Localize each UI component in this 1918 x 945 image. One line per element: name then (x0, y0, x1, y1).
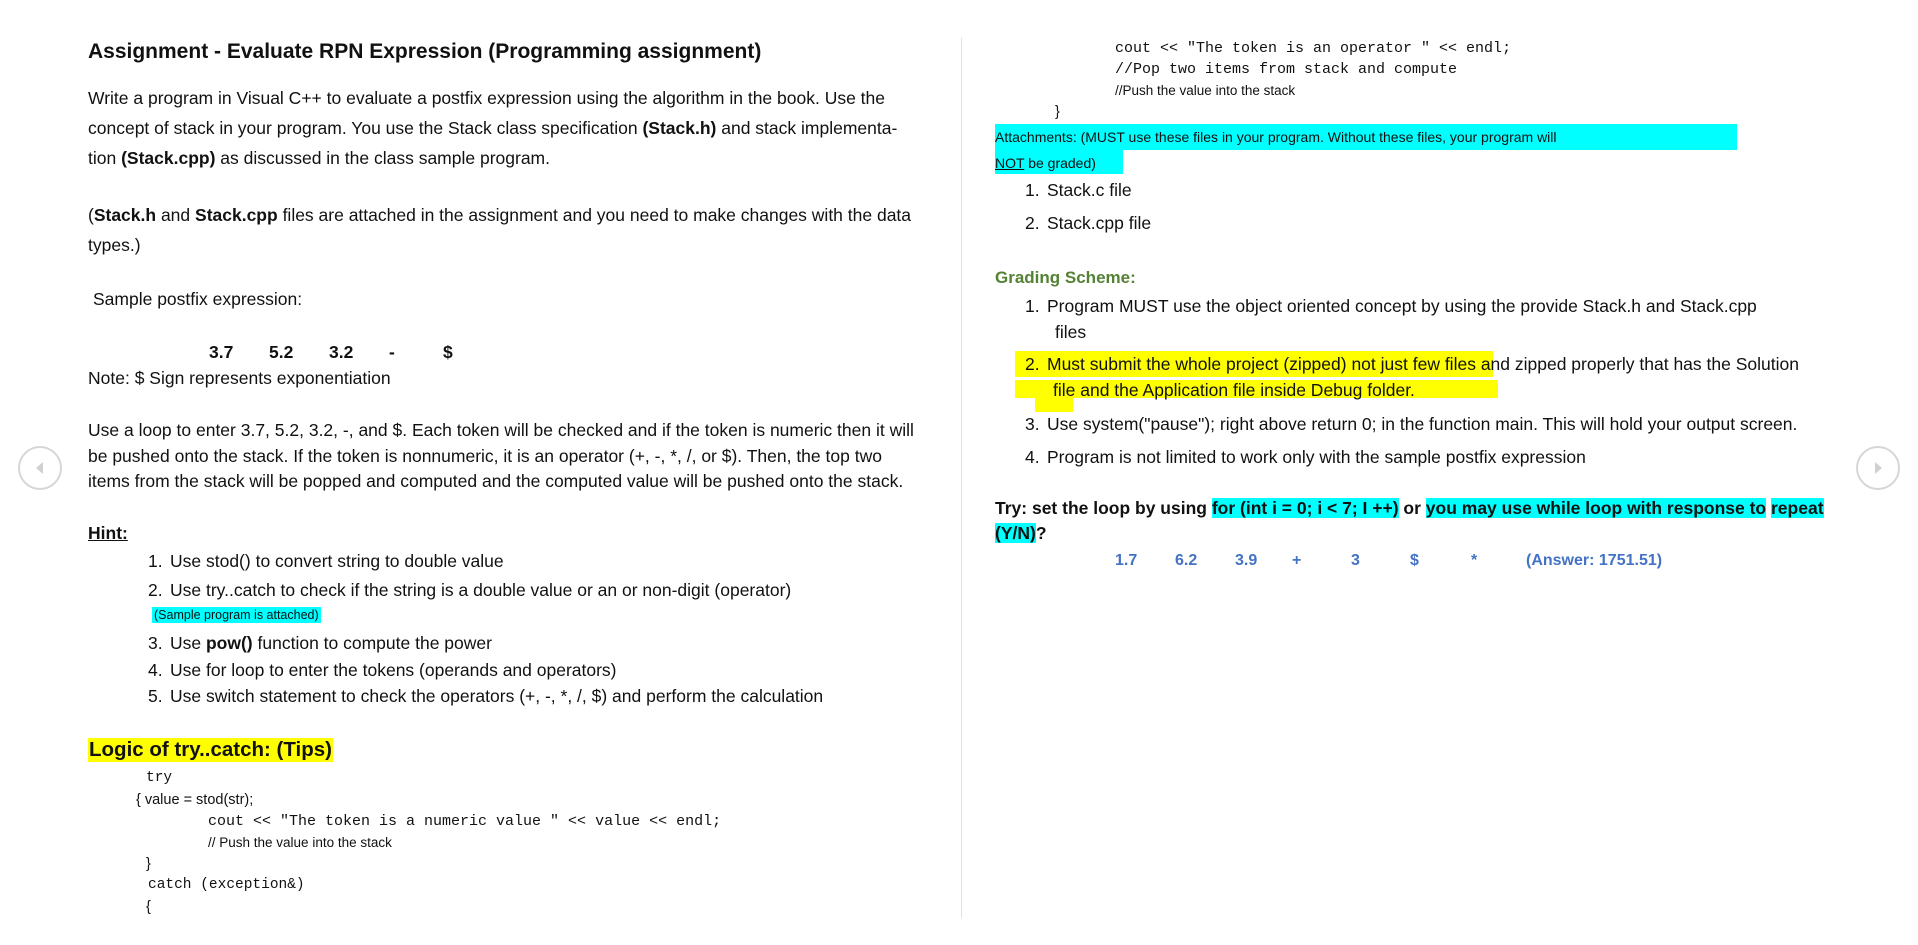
hint-text: Use stod() to convert string to double value (170, 551, 504, 571)
grading-item-1-cont: files (1055, 322, 1087, 342)
list-number: 1. (1025, 296, 1040, 316)
code-cout-operator: cout << "The token is an operator " << endl; (1115, 40, 1512, 57)
stack-h-bold: (Stack.h) (642, 118, 717, 138)
list-number: 1. (1025, 180, 1040, 200)
attachments-text: be graded) (1024, 155, 1096, 171)
try-line-2 (995, 523, 1047, 544)
for-loop-highlight: for (int i = 0; i < 7; I ++) (1211, 498, 1399, 518)
attachment-text: Stack.cpp file (1047, 213, 1152, 233)
example-tokens (1115, 552, 1662, 570)
example-token: 3.9 (1235, 552, 1258, 569)
list-number: 5. (148, 686, 163, 706)
next-page-button[interactable] (1856, 446, 1900, 490)
grading-text: Program MUST use the object oriented concept by using the provide Stack.h and Stack.cpp (1047, 296, 1757, 316)
intro-line-1: Write a program in Visual C++ to evaluate a postfix expression using the algorithm in the book. Use the (88, 88, 886, 108)
stack-cpp-bold: Stack.cpp (195, 205, 278, 225)
files-text: and (156, 205, 196, 225)
grading-text: Use system("pause"); right above return 0; in the function main. This will hold your output screen. (1047, 414, 1798, 434)
page-title: Assignment - Evaluate RPN Expression (Programming assignment) (88, 40, 762, 63)
code-cout-numeric: cout << "The token is a numeric value " << value << endl; (208, 813, 722, 830)
code-open-brace: { (146, 899, 151, 915)
stack-h-bold: Stack.h (93, 205, 157, 225)
loop-line-1: Use a loop to enter 3.7, 5.2, 3.2, -, and $. Each token will be checked and if the token is numeric then it will (88, 420, 914, 440)
files-line-1 (88, 205, 911, 226)
hint-text: function to compute the power (252, 633, 492, 653)
answer: (Answer: 1751.51) (1526, 552, 1663, 569)
attachment-item-1 (1025, 180, 1132, 201)
code-close-brace: } (1055, 104, 1060, 120)
list-number: 1. (148, 551, 163, 571)
while-loop-highlight: you may use while loop with response to (1425, 498, 1767, 518)
grading-text: Must submit the whole project (zipped) not just few files (1047, 354, 1476, 374)
intro-text: tion (88, 148, 122, 168)
try-line-1 (995, 498, 1824, 519)
chevron-left-icon (32, 460, 48, 476)
code-pop-comment: //Pop two items from stack and compute (1115, 61, 1458, 78)
grading-text: and zipped properly that has the Solution (1475, 354, 1799, 374)
example-token: 3 (1351, 552, 1360, 569)
intro-text: concept of stack in your program. You use the Stack class specification (88, 118, 643, 138)
list-number: 4. (1025, 447, 1040, 467)
grading-item-2 (1025, 354, 1799, 375)
attachment-item-2 (1025, 213, 1151, 234)
intro-line-2 (88, 118, 897, 139)
sample-tokens (209, 342, 453, 363)
page-divider (961, 38, 962, 918)
code-push-comment: //Push the value into the stack (1115, 83, 1296, 98)
sample-token: 3.7 (209, 342, 234, 362)
prev-page-button[interactable] (18, 446, 62, 490)
pow-bold: pow() (205, 633, 253, 653)
list-number: 2. (1025, 354, 1040, 374)
hint-text: Use for loop to enter the tokens (operands and operators) (170, 660, 617, 680)
not-underlined: NOT (995, 155, 1025, 171)
note: Note: $ Sign represents exponentiation (88, 368, 391, 388)
hint-text: Use (170, 633, 206, 653)
hint-item-1 (148, 551, 504, 572)
list-number: 2. (1025, 213, 1040, 233)
hint-item-3 (148, 633, 492, 654)
stack-cpp-bold: (Stack.cpp) (121, 148, 216, 168)
attachments-line-1: Attachments: (MUST use these files in your program. Without these files, your program will (995, 129, 1557, 145)
code-try: try (146, 770, 173, 786)
chevron-right-icon (1870, 460, 1886, 476)
grading-item-3 (1025, 414, 1797, 435)
sample-token: - (389, 342, 395, 362)
hint-label: Hint: (88, 523, 128, 543)
hint-text: Use switch statement to check the operators (+, -, *, /, $) and perform the calculation (170, 686, 824, 706)
list-number: 4. (148, 660, 163, 680)
try-text: ? (1035, 523, 1047, 543)
attachments-line-2 (995, 155, 1096, 171)
logic-heading: Logic of try..catch: (Tips) (89, 738, 332, 761)
code-push-comment: // Push the value into the stack (208, 835, 392, 850)
files-text: ( (88, 205, 94, 225)
loop-line-3: items from the stack will be popped and computed and the computed value will be pushed onto the stack. (88, 471, 904, 491)
example-token: * (1471, 552, 1478, 569)
hint-text: Use try..catch to check if the string is a double value or an or non-digit (operator) (170, 580, 792, 600)
loop-line-2: be pushed onto the stack. If the token is nonnumeric, it is an operator (+, -, *, /, or $). Then, the top two (88, 446, 882, 466)
yn-highlight: (Y/N) (995, 523, 1036, 543)
sample-attached-note: (Sample program is attached) (154, 608, 319, 622)
list-number: 3. (1025, 414, 1040, 434)
grading-heading: Grading Scheme: (995, 268, 1136, 287)
intro-text: as discussed in the class sample program. (215, 148, 550, 168)
grading-text: Program is not limited to work only with the sample postfix expression (1047, 447, 1586, 467)
hint-item-5 (148, 686, 823, 707)
code-catch: catch (exception&) (148, 877, 305, 893)
try-text: or (1398, 498, 1426, 518)
intro-line-3 (88, 148, 550, 169)
grading-item-1 (1025, 296, 1757, 317)
list-number: 2. (148, 580, 163, 600)
try-text: Try: set the loop by using (995, 498, 1212, 518)
hint-item-4 (148, 660, 617, 681)
code-open-value: { value = stod(str); (136, 792, 254, 808)
example-token: 1.7 (1115, 552, 1138, 569)
code-close-brace: } (146, 856, 151, 872)
sample-label: Sample postfix expression: (93, 289, 303, 309)
attachment-text: Stack.c file (1047, 180, 1132, 200)
example-token: 6.2 (1175, 552, 1198, 569)
files-text: files are attached in the assignment and you need to make changes with the data (277, 205, 912, 225)
repeat-highlight: repeat (1771, 498, 1824, 518)
sample-token: 3.2 (329, 342, 354, 362)
list-number: 3. (148, 633, 163, 653)
grading-item-2-cont: file and the Application file inside Debug folder. (1053, 380, 1415, 400)
sample-token: 5.2 (269, 342, 294, 362)
files-line-2: types.) (88, 235, 141, 255)
example-token: $ (1410, 552, 1419, 569)
example-token: + (1292, 552, 1302, 569)
intro-text: and stack implementa- (716, 118, 898, 138)
hint-item-2 (148, 580, 791, 601)
sample-token: $ (443, 342, 453, 362)
grading-item-4 (1025, 447, 1586, 468)
